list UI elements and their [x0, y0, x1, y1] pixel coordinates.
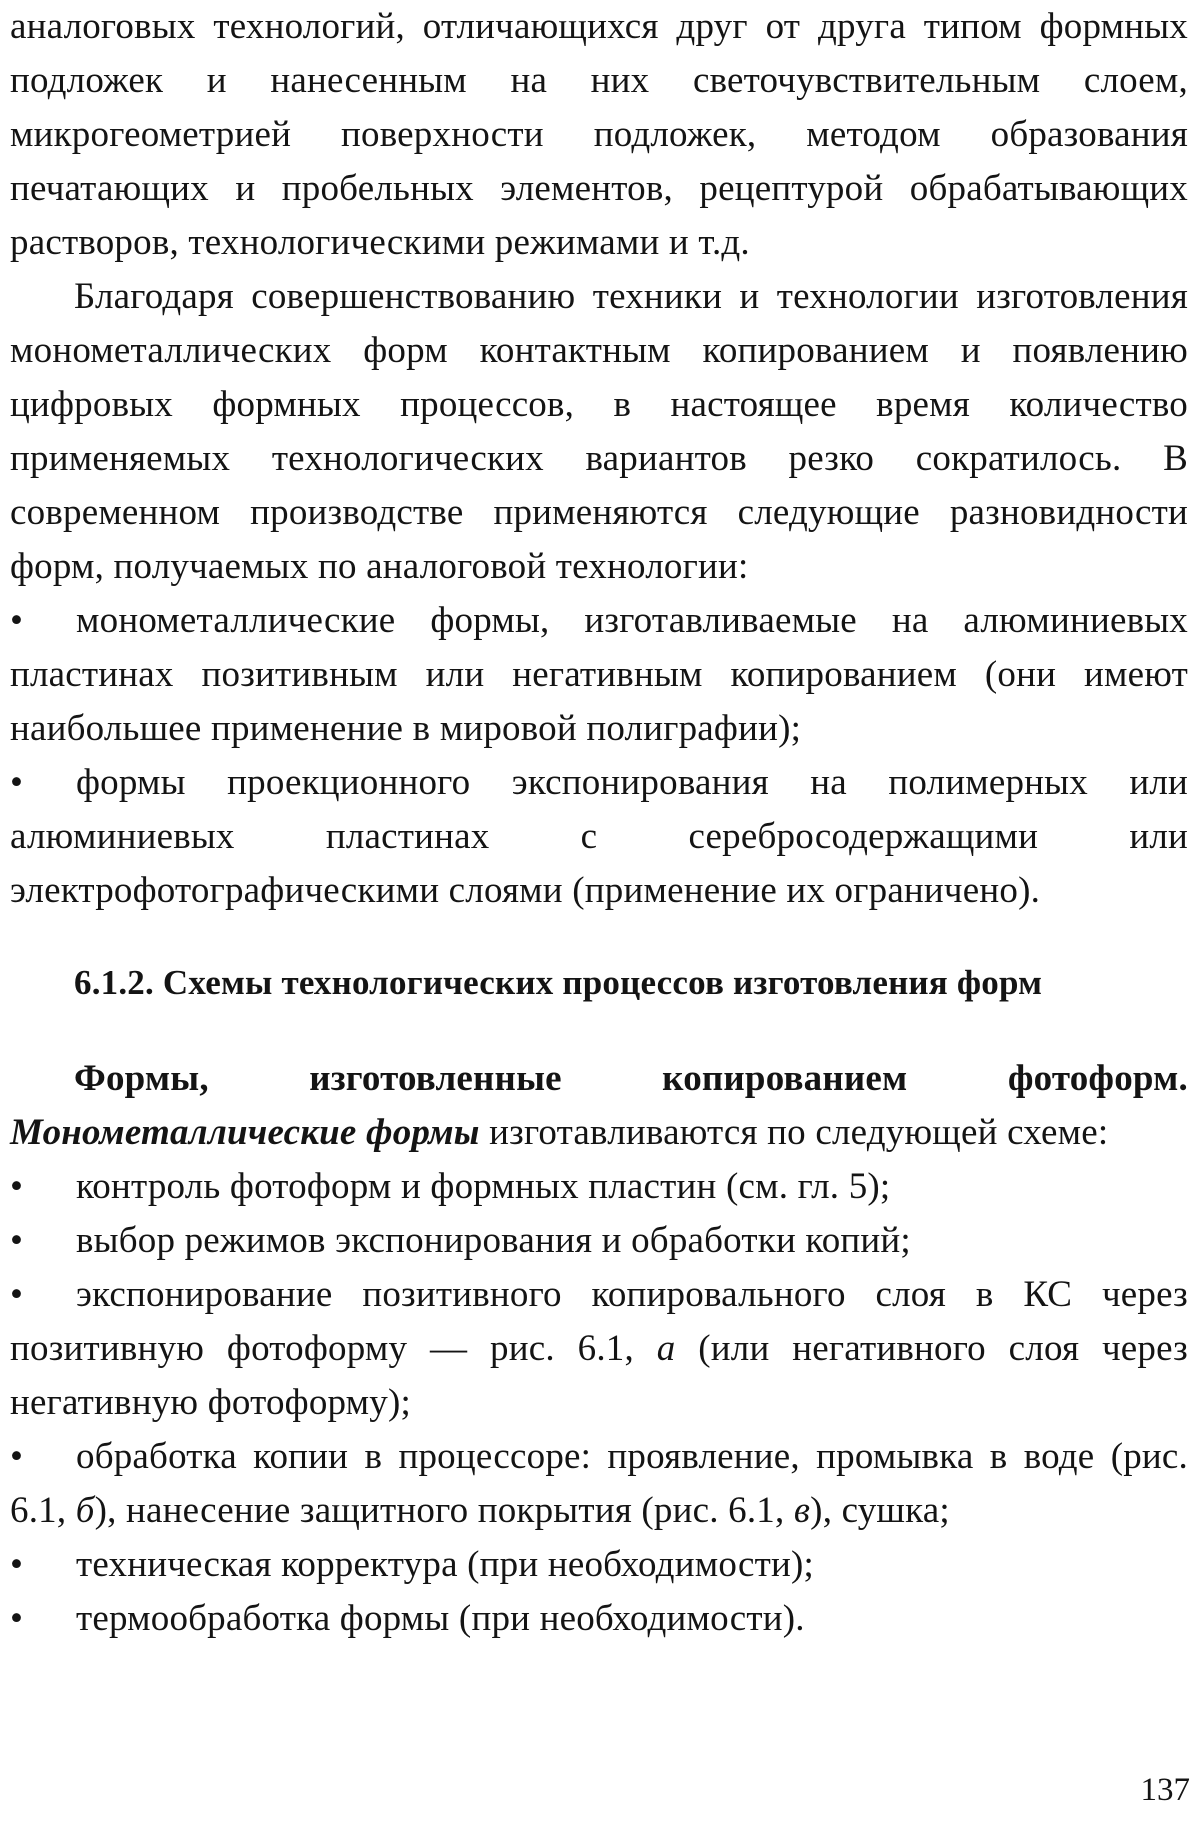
list-item [10, 1538, 1188, 1592]
figure-ref-letter: б [75, 1490, 95, 1531]
list-item-text: экспонирование позитивного копировального слоя в КС через позитивную фотоформу — рис. 6.1, [10, 1274, 1188, 1369]
list-item [10, 756, 1188, 918]
bullet-icon: • [10, 1544, 24, 1585]
paragraph-continuation: аналоговых технологий, отличающихся друг от друга типом формных подложек и нанесенным на них светочувствительным слоем, микрогеометрией поверхности подложек, методом образования печатающих и пробельных элементов, рецептурой обрабатывающих растворов, технологическими режимами и т.д. [10, 6, 1188, 263]
list-item-text: ), сушка; [810, 1490, 950, 1531]
italic-term: Монометаллические формы [10, 1112, 480, 1153]
text-column [10, 0, 1188, 1646]
list-item-text: выбор режимов экспонирования и обработки копий; [76, 1220, 911, 1261]
list-item-text: монометаллические формы, изготавливаемые на алюминиевых пластинах позитивным или негативным копированием (они имеют наибольшее применение в мировой полиграфии); [10, 600, 1188, 749]
bullet-icon: • [10, 1598, 24, 1639]
section-heading: 6.1.2. Схемы технологических процессов изготовления форм [74, 963, 1043, 1002]
paragraph-scheme-intro [10, 1052, 1188, 1160]
page-number: 137 [1140, 1772, 1190, 1808]
list-item-text: контроль фотоформ и формных пластин (см. гл. 5); [76, 1166, 891, 1207]
bold-lead: Формы, изготовленные копированием фотоформ. [74, 1058, 1188, 1099]
bullet-icon: • [10, 1220, 24, 1261]
list-item [10, 1430, 1188, 1538]
list-item-text: термообработка формы (при необходимости). [76, 1598, 805, 1639]
list-item [10, 1160, 1188, 1214]
list-item [10, 1592, 1188, 1646]
paragraph-analog-forms: Благодаря совершенствованию техники и технологии изготовления монометаллических форм контактным копированием и появлению цифровых формных процессов, в настоящее время количество применяемых технологических вариантов резко сократилось. В современном производстве применяются следующие разновидности форм, получаемых по аналоговой технологии: [10, 276, 1188, 587]
paragraph-rest: изготавливаются по следующей схеме: [479, 1112, 1109, 1153]
list-item [10, 594, 1188, 756]
figure-ref-letter: в [793, 1490, 811, 1531]
figure-ref-letter: а [656, 1328, 676, 1369]
list-item-text: формы проекционного экспонирования на полимерных или алюминиевых пластинах с серебросодержащими или электрофотографическими слоями (применение их ограничено). [10, 762, 1188, 911]
list-item-text: (или негативного слоя через негативную фотоформу); [10, 1328, 1189, 1423]
list-item-text: ), нанесение защитного покрытия (рис. 6.1, [94, 1490, 794, 1531]
bullet-icon: • [10, 1436, 24, 1477]
list-item-text: техническая корректура (при необходимости); [76, 1544, 814, 1585]
list-item-text: обработка копии в процессоре: проявление, промывка в воде (рис. 6.1, [10, 1436, 1188, 1531]
bullet-icon: • [10, 600, 24, 641]
bullet-icon: • [10, 762, 24, 803]
list-item [10, 1268, 1188, 1430]
bullet-icon: • [10, 1166, 24, 1207]
list-item [10, 1214, 1188, 1268]
bullet-icon: • [10, 1274, 24, 1315]
